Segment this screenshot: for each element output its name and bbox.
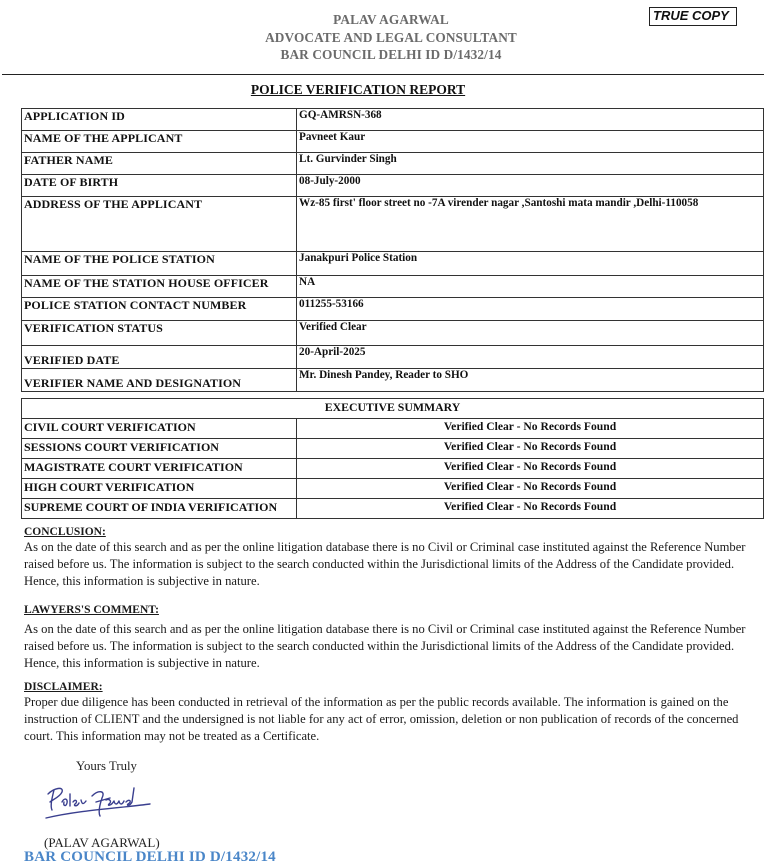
row-label: NAME OF THE STATION HOUSE OFFICER [22, 276, 297, 298]
row-value: 20-April-2025 [297, 346, 764, 369]
summary-title: EXECUTIVE SUMMARY [22, 399, 764, 419]
table-row [22, 321, 764, 346]
advocate-bar-id: BAR COUNCIL DELHI ID D/1432/14 [280, 47, 502, 62]
header-divider [2, 74, 764, 75]
lawyers-comment-text: As on the date of this search and as per the online litigation database there is no Civil or Criminal case instituted against the Reference Number raised before us. The information is subject to the search conducted within the Jurisdictional limits of the Address of the Candidate provided. Hence, this information is subjective in nature. [24, 622, 746, 670]
table-row [22, 479, 764, 499]
table-row [22, 459, 764, 479]
conclusion-heading: CONCLUSION: [24, 526, 106, 538]
lawyers-comment-heading: LAWYERS'S COMMENT: [24, 604, 159, 616]
court-label: HIGH COURT VERIFICATION [22, 479, 297, 499]
row-value: Mr. Dinesh Pandey, Reader to SHO [297, 369, 764, 392]
row-label: NAME OF THE POLICE STATION [22, 252, 297, 276]
court-result: Verified Clear - No Records Found [297, 439, 764, 459]
disclaimer-text: Proper due diligence has been conducted in retrieval of the information as per the public records available. The information is gained on the instruction of CLIENT and the undersigned is not liable for any act of error, omission, deletion or non publication of records of the concerned court. This information may not be treated as a Certificate. [24, 695, 739, 743]
court-result: Verified Clear - No Records Found [297, 419, 764, 439]
table-row [22, 131, 764, 153]
row-value: Janakpuri Police Station [297, 252, 764, 276]
row-label: DATE OF BIRTH [22, 175, 297, 197]
conclusion-text: As on the date of this search and as per the online litigation database there is no Civil or Criminal case instituted against the Reference Number raised before us. The information is subject to the search conducted within the Jurisdictional limits of the Address of the Candidate provided. Hence, this information is subjective in nature. [24, 540, 746, 588]
court-label: CIVIL COURT VERIFICATION [22, 419, 297, 439]
row-label: APPLICATION ID [22, 109, 297, 131]
row-value: Pavneet Kaur [297, 131, 764, 153]
signer-bar-id: BAR COUNCIL DELHI ID D/1432/14 [24, 849, 276, 865]
sign-off: Yours Truly [76, 759, 137, 773]
table-row [22, 175, 764, 197]
verification-details-table [21, 108, 764, 392]
summary-header-row [22, 399, 764, 419]
row-value: Wz-85 first' floor street no -7A virender nagar ,Santoshi mata mandir ,Delhi-110058 [297, 197, 764, 252]
row-label: ADDRESS OF THE APPLICANT [22, 197, 297, 252]
row-value: 011255-53166 [297, 298, 764, 321]
table-row [22, 276, 764, 298]
table-row [22, 346, 764, 369]
row-label: NAME OF THE APPLICANT [22, 131, 297, 153]
conclusion-section [24, 525, 764, 590]
table-row [22, 369, 764, 392]
row-label: VERIFIED DATE [22, 346, 297, 369]
signer-name: (PALAV AGARWAL) [44, 835, 160, 850]
row-value: NA [297, 276, 764, 298]
table-row [22, 298, 764, 321]
table-row [22, 153, 764, 175]
row-value: GQ-AMRSN-368 [297, 109, 764, 131]
executive-summary-table [21, 398, 764, 519]
row-value: Verified Clear [297, 321, 764, 346]
signature-icon [40, 780, 160, 826]
court-result: Verified Clear - No Records Found [297, 499, 764, 519]
table-row [22, 252, 764, 276]
court-label: SESSIONS COURT VERIFICATION [22, 439, 297, 459]
disclaimer-heading: DISCLAIMER: [24, 681, 103, 693]
court-label: MAGISTRATE COURT VERIFICATION [22, 459, 297, 479]
row-value: 08-July-2000 [297, 175, 764, 197]
table-row [22, 419, 764, 439]
disclaimer-section [24, 680, 764, 745]
true-copy-stamp: TRUE COPY [649, 7, 737, 26]
table-row [22, 439, 764, 459]
row-label: POLICE STATION CONTACT NUMBER [22, 298, 297, 321]
row-label: VERIFIER NAME AND DESIGNATION [22, 369, 297, 392]
row-value: Lt. Gurvinder Singh [297, 153, 764, 175]
table-row [22, 197, 764, 252]
row-label: VERIFICATION STATUS [22, 321, 297, 346]
row-label: FATHER NAME [22, 153, 297, 175]
court-result: Verified Clear - No Records Found [297, 479, 764, 499]
table-row [22, 499, 764, 519]
advocate-designation: ADVOCATE AND LEGAL CONSULTANT [265, 29, 517, 45]
court-label: SUPREME COURT OF INDIA VERIFICATION [22, 499, 297, 519]
court-result: Verified Clear - No Records Found [297, 459, 764, 479]
report-title: POLICE VERIFICATION REPORT [250, 82, 466, 97]
table-row [22, 109, 764, 131]
lawyers-comment-section [24, 603, 764, 672]
advocate-name: PALAV AGARWAL [333, 12, 449, 27]
